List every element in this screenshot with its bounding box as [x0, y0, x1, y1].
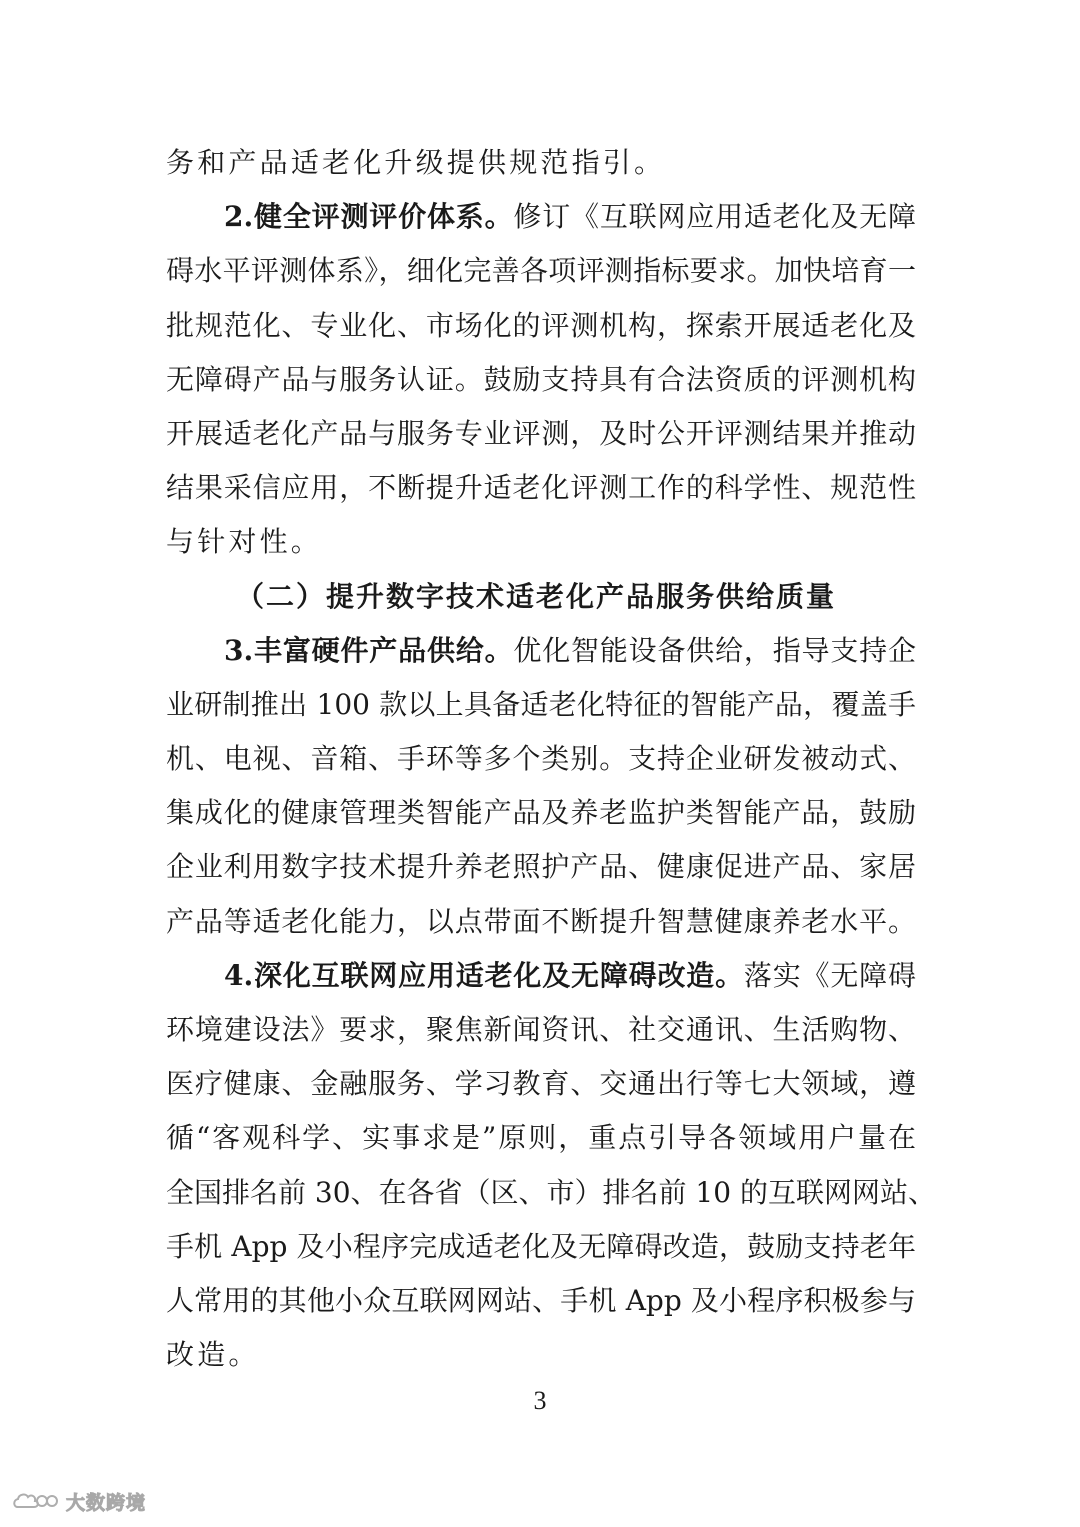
text-run: 碍水平评测体系》，细化完善各项评测指标要求。加快培育一 [166, 254, 916, 288]
text-line-20 [166, 1166, 936, 1220]
text-line-17 [166, 1003, 916, 1057]
text-run: 开展适老化产品与服务专业评测，及时公开评测结果并推动 [166, 416, 916, 450]
watermark-text: 大数跨境 [66, 1491, 147, 1514]
text-line-23 [166, 1328, 916, 1382]
text-line-22 [166, 1274, 916, 1328]
item-4-heading: 4.深化互联网应用适老化及无障碍改造。 [224, 958, 744, 992]
text-line-2 [166, 190, 916, 244]
text-run: 业研制推出 100 款以上具备适老化特征的智能产品，覆盖手 [166, 687, 916, 721]
text-run: 医疗健康、金融服务、学习教育、交通出行等七大领域，遵 [166, 1067, 916, 1101]
text-line-7 [166, 461, 916, 515]
page-number: 3 [533, 1386, 547, 1415]
text-line-4 [166, 299, 916, 353]
text-line-18 [166, 1057, 916, 1111]
text-run: 改造。 [166, 1338, 260, 1372]
text-line-5 [166, 353, 916, 407]
text-line-15 [166, 895, 916, 949]
section-heading [166, 570, 916, 624]
document-body [166, 136, 936, 1382]
text-run: 落实《无障碍 [743, 958, 916, 992]
text-run: 机、电视、音箱、手环等多个类别。支持企业研发被动式、 [166, 742, 916, 776]
text-run: 循“客观科学、实事求是”原则，重点引导各领域用户量在 [166, 1121, 916, 1155]
text-run: 集成化的健康管理类智能产品及养老监护类智能产品，鼓励 [166, 796, 916, 830]
text-run: 手机 App 及小程序完成适老化及无障碍改造，鼓励支持老年 [166, 1229, 916, 1263]
text-line-6 [166, 407, 916, 461]
text-run: 人常用的其他小众互联网网站、手机 App 及小程序积极参与 [166, 1283, 916, 1317]
text-run: 结果采信应用，不断提升适老化评测工作的科学性、规范性 [166, 471, 916, 505]
text-run: 批规范化、专业化、市场化的评测机构，探索开展适老化及 [166, 308, 916, 342]
text-run: 务和产品适老化升级提供规范指引。 [166, 146, 666, 179]
text-run: 修订《互联网应用适老化及无障 [513, 200, 916, 234]
item-2-heading: 2.健全评测评价体系。 [224, 200, 514, 234]
text-line-21 [166, 1220, 916, 1274]
section-heading-text: （二）提升数字技术适老化产品服务供给质量 [236, 579, 837, 613]
text-line-1 [166, 136, 916, 190]
text-line-13 [166, 786, 916, 840]
text-line-10 [166, 624, 916, 678]
text-run: 优化智能设备供给，指导支持企 [513, 633, 916, 667]
item-3-heading: 3.丰富硬件产品供给。 [224, 633, 514, 667]
text-run: 全国排名前 30、在各省（区、市）排名前 10 的互联网网站、 [166, 1175, 936, 1209]
text-line-11 [166, 678, 916, 732]
text-run: 企业利用数字技术提升养老照护产品、健康促进产品、家居 [166, 850, 916, 884]
text-run: 产品等适老化能力，以点带面不断提升智慧健康养老水平。 [166, 904, 916, 938]
cloud-chain-logo-icon [12, 1489, 60, 1513]
text-line-12 [166, 732, 916, 786]
text-run: 环境建设法》要求，聚焦新闻资讯、社交通讯、生活购物、 [166, 1013, 916, 1046]
text-line-19 [166, 1111, 916, 1165]
text-run: 无障碍产品与服务认证。鼓励支持具有合法资质的评测机构 [166, 362, 916, 396]
text-line-3 [166, 244, 916, 298]
text-line-16 [166, 949, 916, 1003]
text-line-14 [166, 840, 916, 894]
watermark [12, 1487, 146, 1515]
text-line-8 [166, 515, 916, 569]
text-run: 与针对性。 [166, 525, 323, 559]
